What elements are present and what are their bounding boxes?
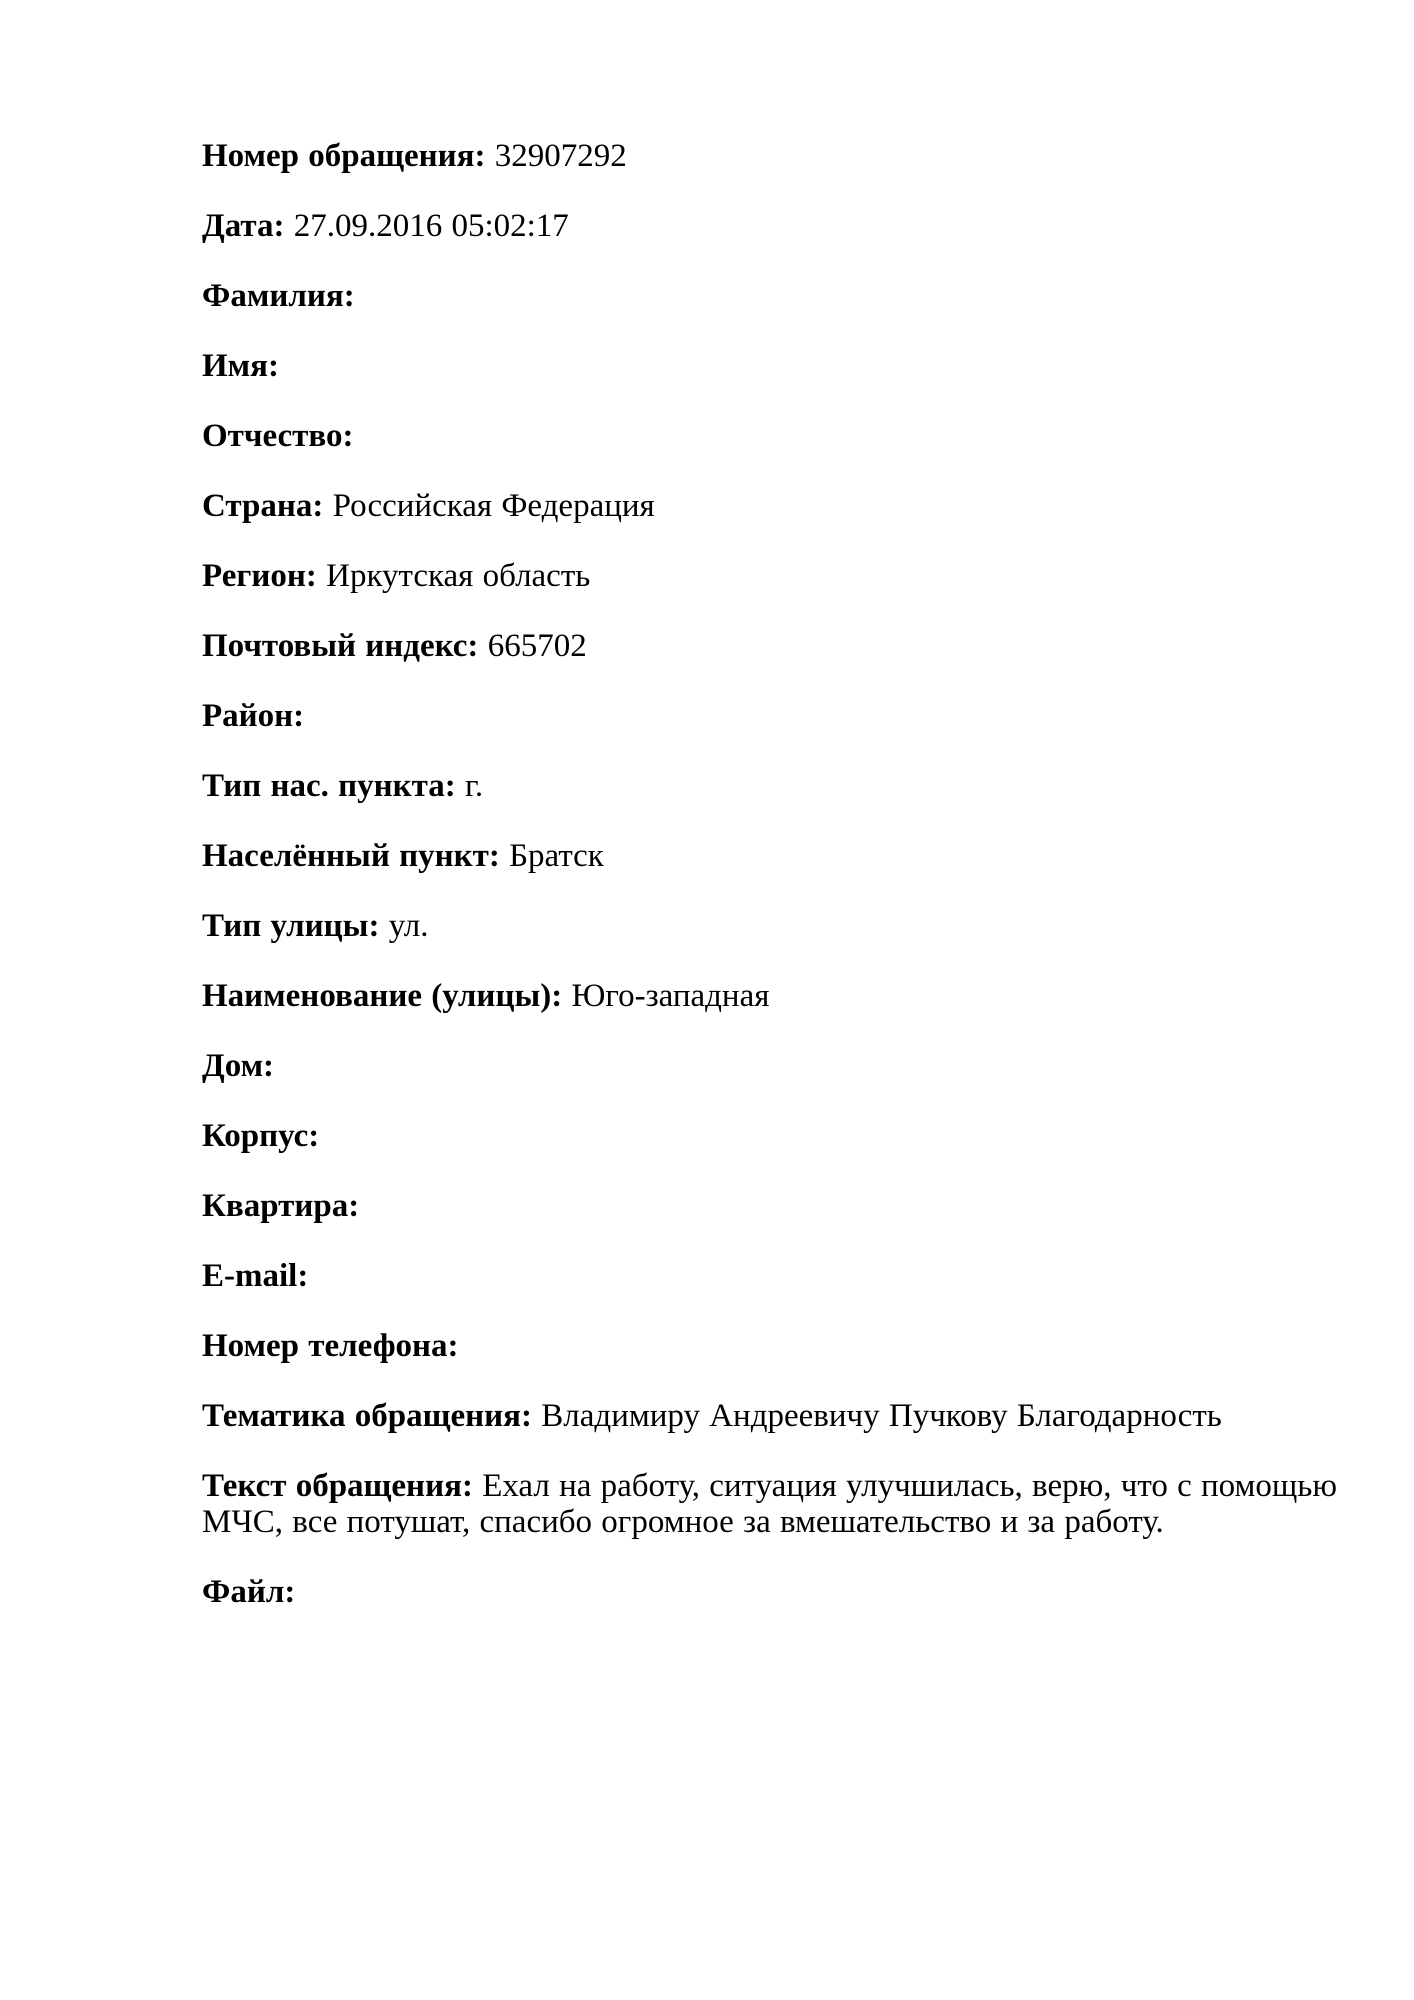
field-label: Наименование (улицы): — [202, 978, 563, 1014]
field-label: Тип улицы: — [202, 908, 380, 944]
field-label: E-mail: — [202, 1258, 309, 1294]
field-value: Иркутская область — [326, 558, 591, 594]
field-row-building — [202, 1118, 1347, 1154]
field-label: Район: — [202, 698, 305, 734]
field-value: Юго-западная — [571, 978, 770, 1014]
field-value: 32907292 — [494, 138, 627, 174]
field-value: Братск — [509, 838, 604, 874]
field-row-date — [202, 208, 1347, 244]
field-label: Корпус: — [202, 1118, 320, 1154]
field-label: Тип нас. пункта: — [202, 768, 456, 804]
field-label: Страна: — [202, 488, 324, 524]
field-label: Имя: — [202, 348, 279, 384]
field-row-street-name — [202, 978, 1347, 1014]
field-row-request-number — [202, 138, 1347, 174]
field-label: Отчество: — [202, 418, 354, 454]
field-label: Номер телефона: — [202, 1328, 459, 1364]
field-label: Квартира: — [202, 1188, 360, 1224]
field-value: 665702 — [487, 628, 587, 664]
field-value: ул. — [388, 908, 429, 944]
field-value: г. — [465, 768, 484, 804]
field-label: Текст обращения: — [202, 1468, 473, 1504]
field-row-email — [202, 1258, 1347, 1294]
field-row-apartment — [202, 1188, 1347, 1224]
field-label: Населённый пункт: — [202, 838, 500, 874]
field-label: Файл: — [202, 1574, 296, 1610]
field-row-house — [202, 1048, 1347, 1084]
field-row-settlement-type — [202, 768, 1347, 804]
field-row-country — [202, 488, 1347, 524]
field-label: Фамилия: — [202, 278, 355, 314]
field-row-first-name — [202, 348, 1347, 384]
field-row-district — [202, 698, 1347, 734]
field-row-message-text — [202, 1468, 1347, 1540]
field-value: Ехал на работу, ситуация улучшилась, верю, что с помощью МЧС, все потушат, спасибо огромное за вмешательство и за работу. — [202, 1468, 1338, 1540]
field-value: Владимиру Андреевичу Пучкову Благодарность — [541, 1398, 1222, 1434]
field-row-settlement — [202, 838, 1347, 874]
field-row-phone-number — [202, 1328, 1347, 1364]
field-row-subject — [202, 1398, 1347, 1434]
field-row-middle-name — [202, 418, 1347, 454]
field-row-last-name — [202, 278, 1347, 314]
field-label: Дата: — [202, 208, 285, 244]
field-row-file — [202, 1574, 1347, 1610]
field-row-postal-code — [202, 628, 1347, 664]
field-label: Регион: — [202, 558, 317, 594]
field-value: Российская Федерация — [332, 488, 655, 524]
field-value: 27.09.2016 05:02:17 — [293, 208, 569, 244]
field-label: Номер обращения: — [202, 138, 486, 174]
field-label: Дом: — [202, 1048, 275, 1084]
field-label: Почтовый индекс: — [202, 628, 479, 664]
field-row-region — [202, 558, 1347, 594]
document-content — [202, 138, 1347, 1610]
field-row-street-type — [202, 908, 1347, 944]
field-label: Тематика обращения: — [202, 1398, 533, 1434]
